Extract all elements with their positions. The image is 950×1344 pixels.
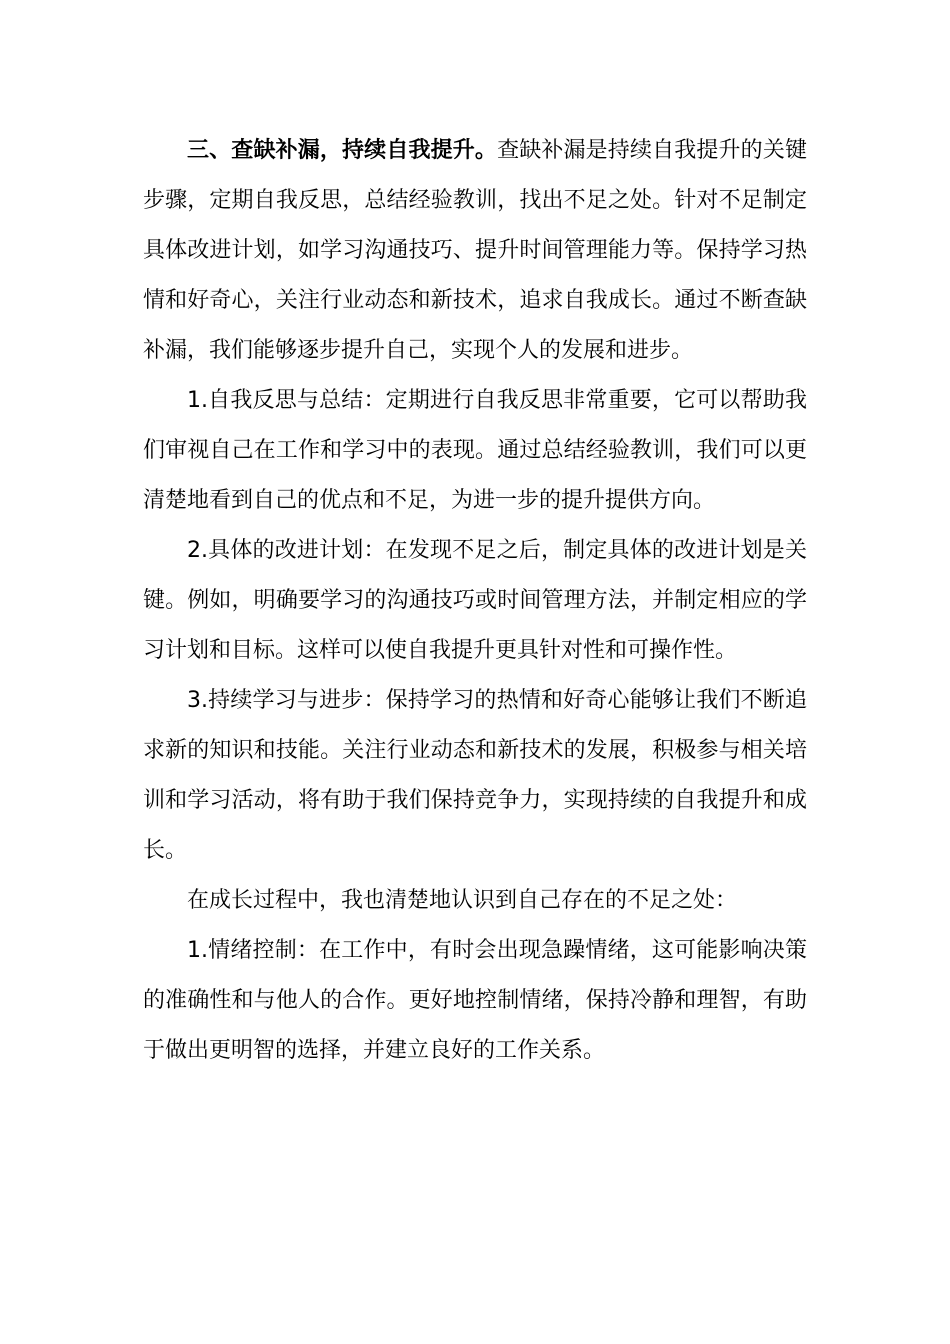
section-heading: 三、查缺补漏，持续自我提升。 xyxy=(187,138,498,163)
document-body xyxy=(143,126,807,1076)
paragraph-text: 1.情绪控制：在工作中，有时会出现急躁情绪，这可能影响决策的准确性和与他人的合作。更好地控制情绪，保持冷静和理智，有助于做出更明智的选择，并建立良好的工作关系。 xyxy=(143,938,807,1063)
paragraph-shortcoming-1-emotion xyxy=(143,926,807,1076)
paragraph-text: 3.持续学习与进步：保持学习的热情和好奇心能够让我们不断追求新的知识和技能。关注行业动态和新技术的发展，积极参与相关培训和学习活动，将有助于我们保持竞争力，实现持续的自我提升和成长。 xyxy=(143,688,807,863)
paragraph-text: 1.自我反思与总结：定期进行自我反思非常重要，它可以帮助我们审视自己在工作和学习中的表现。通过总结经验教训，我们可以更清楚地看到自己的优点和不足，为进一步的提升提供方向。 xyxy=(143,388,807,513)
paragraph-item-3-learning xyxy=(143,676,807,876)
paragraph-item-1-reflection xyxy=(143,376,807,526)
paragraph-shortcomings-intro xyxy=(143,876,807,926)
paragraph-text: 2.具体的改进计划：在发现不足之后，制定具体的改进计划是关键。例如，明确要学习的沟通技巧或时间管理方法，并制定相应的学习计划和目标。这样可以使自我提升更具针对性和可操作性。 xyxy=(143,538,807,663)
paragraph-text: 查缺补漏是持续自我提升的关键步骤，定期自我反思，总结经验教训，找出不足之处。针对不足制定具体改进计划，如学习沟通技巧、提升时间管理能力等。保持学习热情和好奇心，关注行业动态和新技术，追求自我成长。通过不断查缺补漏，我们能够逐步提升自己，实现个人的发展和进步。 xyxy=(143,138,807,363)
paragraph-text: 在成长过程中，我也清楚地认识到自己存在的不足之处： xyxy=(187,888,738,913)
paragraph-item-2-plan xyxy=(143,526,807,676)
paragraph-section-3 xyxy=(143,126,807,376)
